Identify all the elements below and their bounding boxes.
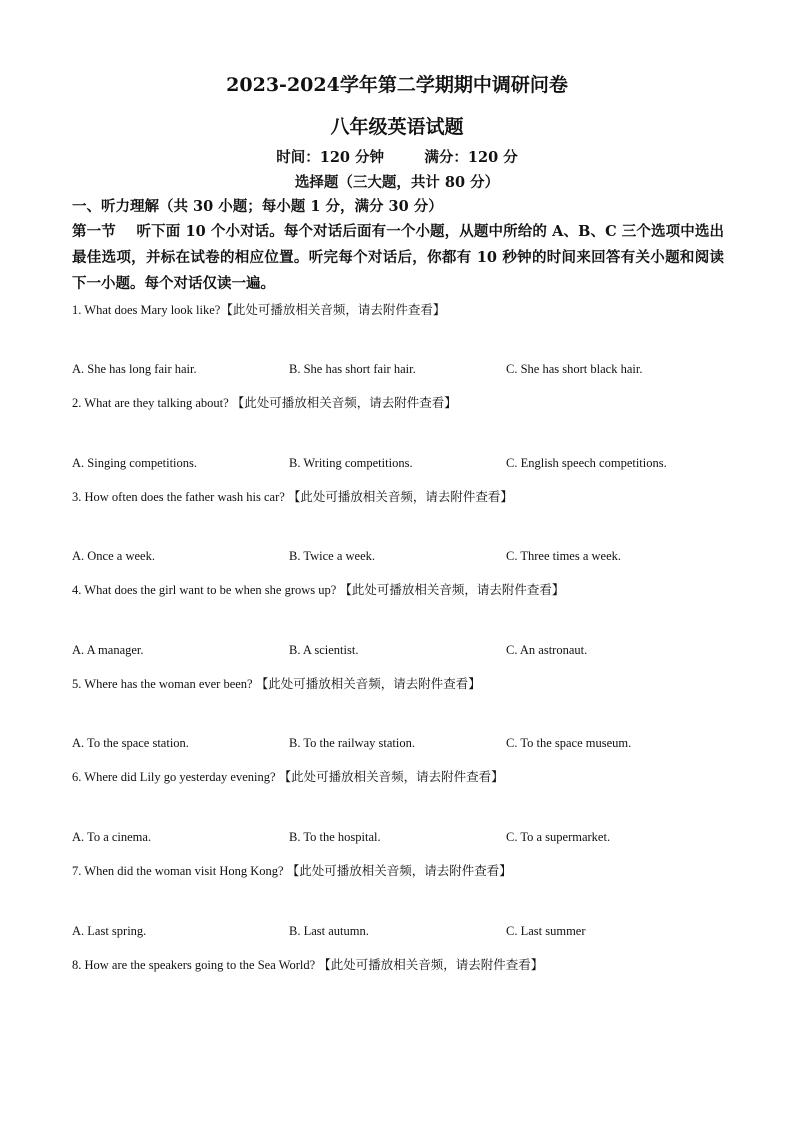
question-8 <box>72 955 543 973</box>
option-b: B. A scientist. <box>289 643 359 657</box>
option-b: B. To the railway station. <box>289 736 415 750</box>
section-instructions: 第一节 听下面 10 个小对话。每个对话后面有一个小题，从题中所给的 A、B、C 三个选项中选出最佳选项，并标在试卷的相应位置。听完每个对话后，你都有 10 秒钟的时间来回答有关小题和阅读下一小题。每个对话仅读一遍。 <box>72 223 724 292</box>
question-text: 3. How often does the father wash his car? <box>72 490 285 504</box>
option-c: C. Three times a week. <box>506 549 622 563</box>
question-text: 6. Where did Lily go yesterday evening? <box>72 770 276 784</box>
question-text: 2. What are they talking about? <box>72 396 229 410</box>
section-heading: 一、听力理解（共 30 小题；每小题 1 分，满分 30 分） <box>72 198 443 215</box>
audio-note[interactable]: 【此处可播放相关音频，请去附件查看】 <box>287 489 513 504</box>
question-text: 8. How are the speakers going to the Sea World? <box>72 958 316 972</box>
option-a: A. To the space station. <box>72 736 189 750</box>
question-3 <box>72 487 513 505</box>
option-a: A. She has long fair hair. <box>72 362 197 376</box>
option-a: A. Singing competitions. <box>72 456 197 470</box>
audio-note[interactable]: 【此处可播放相关音频，请去附件查看】 <box>255 676 481 691</box>
question-text: 5. Where has the woman ever been? <box>72 677 253 691</box>
audio-note[interactable]: 【此处可播放相关音频，请去附件查看】 <box>231 395 457 410</box>
option-c: C. English speech competitions. <box>506 456 667 470</box>
option-c: C. Last summer <box>506 924 586 938</box>
option-a: A. Last spring. <box>72 924 147 938</box>
option-b: B. To the hospital. <box>289 830 381 844</box>
option-c: C. To a supermarket. <box>506 830 611 844</box>
option-c: C. An astronaut. <box>506 643 588 657</box>
question-text: 1. What does Mary look like? <box>72 303 221 317</box>
question-5 <box>72 674 481 692</box>
option-a: A. Once a week. <box>72 549 155 563</box>
option-a: A. To a cinema. <box>72 830 152 844</box>
audio-note[interactable]: 【此处可播放相关音频，请去附件查看】 <box>278 769 504 784</box>
option-c: C. She has short black hair. <box>506 362 643 376</box>
question-7 <box>72 861 512 879</box>
audio-note[interactable]: 【此处可播放相关音频，请去附件查看】 <box>339 582 565 597</box>
choice-section-heading: 选择题（三大题，共计 80 分） <box>294 174 500 191</box>
option-b: B. She has short fair hair. <box>289 362 416 376</box>
time-score-line: 时间：120 分钟 满分：120 分 <box>276 149 518 166</box>
audio-note[interactable]: 【此处可播放相关音频，请去附件查看】 <box>286 863 512 878</box>
exam-title: 2023-2024学年第二学期期中调研问卷 <box>226 74 568 96</box>
option-c: C. To the space museum. <box>506 736 632 750</box>
exam-subtitle: 八年级英语试题 <box>330 116 464 138</box>
question-text: 7. When did the woman visit Hong Kong? <box>72 864 284 878</box>
audio-note[interactable]: 【此处可播放相关音频，请去附件查看】 <box>220 302 446 317</box>
option-b: B. Twice a week. <box>289 549 376 563</box>
question-text: 4. What does the girl want to be when she grows up? <box>72 583 337 597</box>
question-2 <box>72 393 457 411</box>
option-b: B. Last autumn. <box>289 924 369 938</box>
option-a: A. A manager. <box>72 643 144 657</box>
question-6 <box>72 767 504 785</box>
question-1 <box>72 300 445 318</box>
option-b: B. Writing competitions. <box>289 456 413 470</box>
audio-note[interactable]: 【此处可播放相关音频，请去附件查看】 <box>318 957 544 972</box>
question-4 <box>72 580 564 598</box>
